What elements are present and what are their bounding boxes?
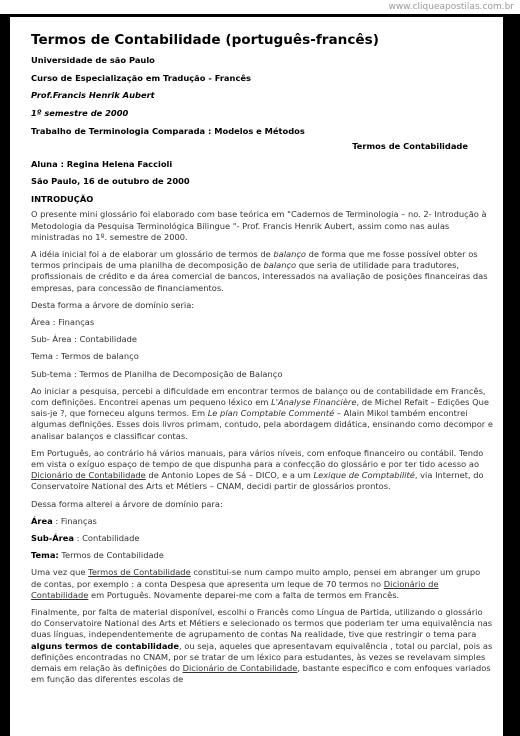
text: Em Português, ao contrário há vários manuais, para vários níveis, com enfoque financeiro ou contábil. Tendo em vista o exíguo espaço de tempo de que dispunha para a confecção do glossário e por ter tido acesso ao — [31, 447, 484, 469]
professor: Prof.Francis Henrik Aubert — [31, 90, 155, 101]
right-border — [503, 14, 520, 736]
text: em Português. Novamente deparei-me com a falta de termos em Francês. — [88, 589, 400, 600]
paragraph-4 — [31, 448, 493, 493]
document-page — [23, 30, 493, 736]
text: , ou seja, aqueles que apresentavam equivalência , total ou parcial, pois as definições encontradas no CNAM, por se tratar de um léxico para estudantes, às vezes se revelavam simples demais em relação às definições do — [31, 640, 493, 674]
tree2-tema — [31, 550, 493, 561]
italic-text: balanço — [273, 248, 307, 259]
paragraph-2 — [31, 249, 493, 294]
text: – Alain Mikol também encontrei algumas definições. Esses dois livros primam, contudo, pela abordagem didática, ensinando como decompor e analisar balanços e classificar contas. — [31, 408, 493, 441]
italic-text: Lexique de Comptabilité — [313, 470, 415, 481]
text: , via Internet, do Conservatoire National des Arts et Métiers – CNAM, decidi partir de glossários prontos. — [31, 470, 484, 492]
date: São Paulo, 16 de outubro de 2000 — [31, 176, 190, 187]
text: A idéia inicial foi a de elaborar um glossário de termos de — [31, 248, 274, 259]
italic-text: L'Analyse Financière — [271, 396, 357, 407]
value: : Finanças — [52, 515, 97, 526]
left-border — [0, 14, 10, 736]
semester: 1º semestre de 2000 — [31, 108, 129, 119]
paragraph-1: O presente mini glossário foi elaborado com base teórica em "Cadernos de Terminologia – no. 2- Introdução à Metodologia da Pesquisa Terminológica Bilingue "- Prof. Francis Henrik Aubert, assim como nas aulas ministradas no 1º. semestre de 2000. — [31, 209, 487, 242]
tree2-intro: Dessa forma alterei a árvore de domínio para: — [31, 498, 223, 509]
label: Sub-Área — [31, 533, 75, 543]
text: de Antonio Lopes de Sá – DICO, e a um — [145, 470, 314, 481]
text: , bastante específico e com enfoques variados em função das diferentes escolas de — [31, 663, 491, 685]
underlined-text: Dicionário de Contabilidade — [31, 578, 439, 600]
italic-text: Le plan Comptable Commenté — [207, 408, 335, 419]
paragraph-6 — [31, 607, 493, 685]
value: Termos de Contabilidade — [58, 550, 164, 561]
text: que seria de utilidade para tradutores, profissionais de crédito e da área comercial de bancos, interessados na avaliação de posições financeiras das empresas, para concessão de financiamentos. — [31, 260, 488, 293]
underlined-text: Dicionário de Contabilidade — [31, 470, 146, 481]
text: constitui-se num campo muito amplo, pensei em abranger um grupo de contas, por exemplo : a conta Despesa que apresenta um leque de 70 termos no — [31, 567, 481, 589]
tree1-subarea: Sub- Área : Contabilidade — [31, 334, 137, 345]
subject: Termos de Contabilidade — [352, 141, 468, 152]
text: de forma que me fosse possível obter os termos principais de uma planilha de decomposição de — [31, 248, 478, 271]
work-title: Trabalho de Terminologia Comparada : Modelos e Métodos — [31, 125, 305, 136]
tree2-area — [31, 516, 493, 527]
text: , de Michel Refait – Edições Que sais-je ?, que forneceu alguns termos. Em — [31, 396, 489, 419]
underlined-text: Termos de Contabilidade — [88, 567, 191, 578]
watermark: www.cliqueapostilas.com.br — [388, 2, 514, 12]
tree1-area: Área : Finanças — [31, 316, 95, 327]
label: Tema: — [31, 550, 59, 561]
document-title: Termos de Contabilidade (português-francês) — [31, 32, 379, 48]
tree1-intro: Desta forma a árvore de domínio seria: — [31, 299, 195, 310]
paragraph-5 — [31, 567, 493, 601]
text: Finalmente, por falta de material disponível, escolhi o Francês como Língua de Partida, utilizando o glossário do Conservatoire National des Arts et Métiers e selecionado os termos que poderiam ter uma equivalência nas duas línguas, independentemente de agrupamento de contas Na realidade, tive que restringir o tema para — [31, 607, 493, 640]
italic-text: balanço — [263, 260, 297, 271]
institution: Universidade de são Paulo — [31, 55, 155, 65]
paragraph-3 — [31, 386, 493, 442]
course: Curso de Especialização em Tradução - Francês — [31, 72, 251, 83]
intro-heading: INTRODUÇÃO — [31, 194, 94, 205]
student: Aluna : Regina Helena Faccioli — [31, 158, 173, 169]
bold-text: alguns termos de contabilidade — [31, 640, 179, 651]
text: Uma vez que — [31, 567, 89, 578]
top-bar — [0, 0, 520, 17]
tree1-subtema: Sub-tema : Termos de Planilha de Decomposição de Balanço — [31, 368, 283, 379]
label: Área — [31, 515, 53, 526]
value: : Contabilidade — [74, 533, 140, 543]
underlined-text: Dicionário de Contabilidade — [182, 663, 298, 674]
text: Ao iniciar a pesquisa, percebi a dificuldade em encontrar termos de balanço ou de contabilidade em Francês, com definições. Encontrei apenas um pequeno léxico em — [31, 385, 486, 407]
tree1-tema: Tema : Termos de balanço — [31, 351, 139, 362]
tree2-subarea — [31, 533, 493, 544]
